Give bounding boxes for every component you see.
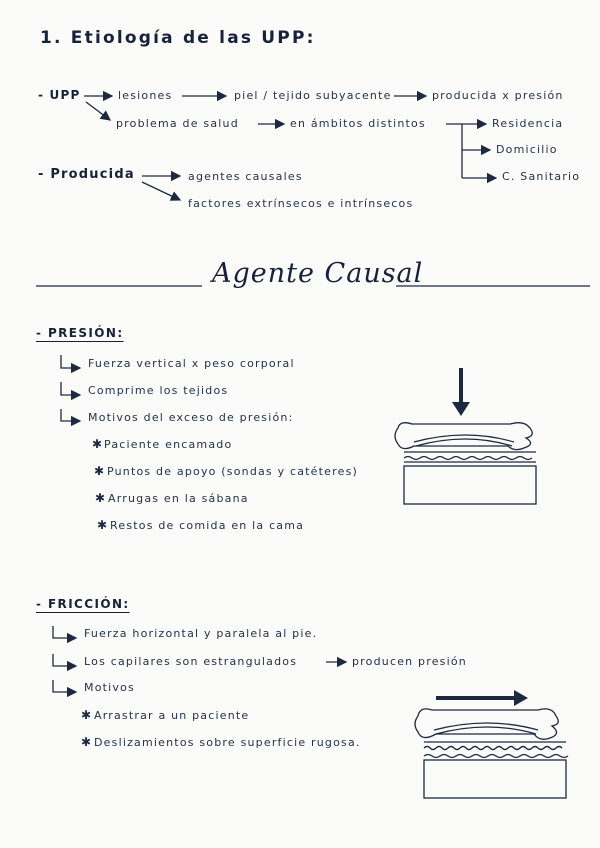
skin-wave [424,747,562,750]
mattress-box [404,466,536,504]
down-arrow-icon [452,368,470,416]
domicilio-text: Domicilio [496,143,558,156]
return-arrow-icon [61,355,80,368]
agentes-text: agentes causales [188,170,303,183]
asterisk-icon: ✱ [81,708,93,722]
asterisk-icon: ✱ [95,491,107,505]
piel-text: piel / tejido subyacente [234,89,392,102]
asterisk-icon: ✱ [94,464,106,478]
return-arrow-icon [61,409,80,421]
ambitos-text: en ámbitos distintos [290,117,426,130]
pressure-illustration [395,368,536,504]
bullet-item: Restos de comida en la cama [110,519,305,532]
right-arrow-icon [436,690,528,706]
bullet-item: Paciente encamado [104,438,233,451]
lesiones-text: lesiones [118,89,173,102]
producida-label: - Producida [38,167,135,182]
bullet-item: Deslizamientos sobre superficie rugosa. [94,736,361,749]
producida-x-text: producida x presión [432,89,564,102]
list-item: Los capilares son estrangulados [84,655,298,668]
bullet-item: Arrugas en la sábana [108,492,249,505]
mattress-box [424,760,566,798]
return-arrow-icon [53,654,76,666]
presion-title: - PRESIÓN: [36,326,124,340]
asterisk-icon: ✱ [92,437,104,451]
friction-illustration [415,690,568,798]
tissue-curve [416,439,512,446]
skin-wave [424,755,568,758]
list-item: Comprime los tejidos [88,384,229,397]
tissue-curve [436,727,536,734]
arrow-icon [142,182,180,200]
upp-label: - UPP [38,88,81,102]
friccion-title: - FRICCIÓN: [36,597,130,611]
section-title: 1. Etiología de las UPP: [40,28,316,48]
list-item: Motivos del exceso de presión: [88,411,294,424]
asterisk-icon: ✱ [97,518,109,532]
list-item: Fuerza horizontal y paralela al pie. [84,627,318,640]
list-item: Fuerza vertical x peso corporal [88,357,295,370]
residencia-text: Residencia [492,117,564,130]
return-arrow-icon [53,626,76,638]
bone-shape [415,709,558,739]
asterisk-icon: ✱ [81,735,93,749]
list-item: Motivos [84,681,135,694]
return-arrow-icon [61,382,80,395]
arrow-icon [86,102,110,120]
return-arrow-icon [53,680,76,692]
page-heading: Agente Causal [212,258,424,289]
c-sanitario-text: C. Sanitario [502,170,581,183]
bullet-item: Arrastrar a un paciente [94,709,250,722]
problema-text: problema de salud [116,117,239,130]
skin-wave [404,457,532,460]
factores-text: factores extrínsecos e intrínsecos [188,197,414,210]
bullet-item: Puntos de apoyo (sondas y catéteres) [107,465,358,478]
produce-text: producen presión [352,655,467,668]
